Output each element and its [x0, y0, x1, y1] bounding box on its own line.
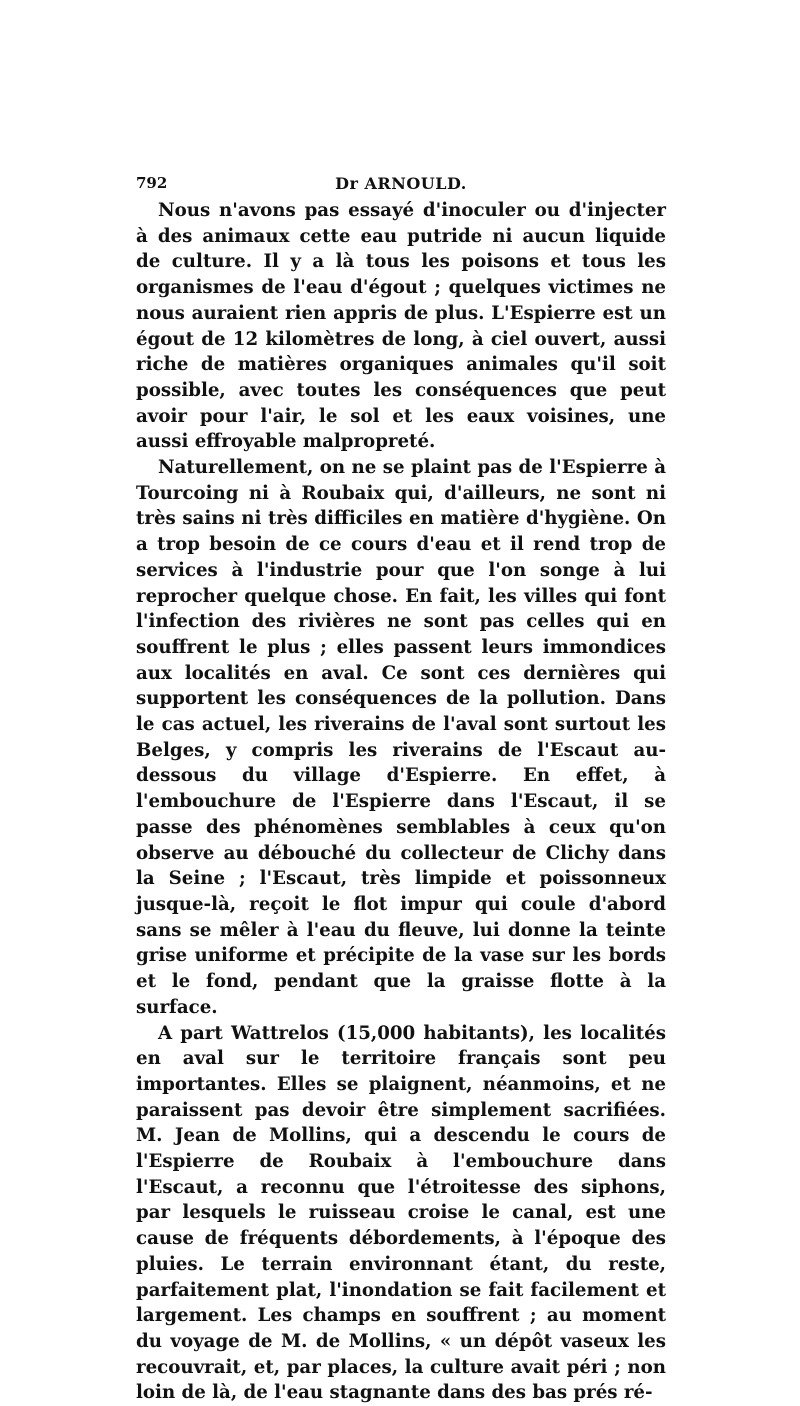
paragraph-wattrelos: A part Wattrelos (15,000 habitants), les localités en aval sur le territoire français sont peu importantes. Elles se plaignent, néanmoins, et ne paraissent pas devoir être simplement sacrifiées. M. Jean de Mollins, qui a descendu le cours de l'Espierre de Roubaix à l'embouchure dans l'Escaut, a reconnu que l'étroitesse des siphons, par lesquels le ruisseau croise le canal, est une cause de fréquents débordements, à l'époque des pluies. Le terrain environnant étant, du reste, parfaitement plat, l'inondation se fait facilement et largement. Les champs en souffrent ; au moment du voyage de M. de Mollins, « un dépôt vaseux les recouvrait, et, par places, la culture avait péri ; non loin de là, de l'eau stagnante dans des bas prés ré-: [136, 1021, 666, 1406]
body-text: [136, 198, 666, 1406]
paragraph-inoculation: Nous n'avons pas essayé d'inoculer ou d'injecter à des animaux cette eau putride ni aucun liquide de culture. Il y a là tous les poisons et tous les organismes de l'eau d'égout ; quelques victimes ne nous auraient rien appris de plus. L'Espierre est un égout de 12 kilomètres de long, à ciel ouvert, aussi riche de matières organiques animales qu'il soit possible, avec toutes les conséquences que peut avoir pour l'air, le sol et les eaux voisines, une aussi effroyable malpropreté.: [136, 198, 666, 455]
book-page: [136, 168, 666, 1406]
running-header: [136, 168, 666, 198]
header-author: Dr ARNOULD.: [136, 174, 666, 193]
page-number: 792: [136, 174, 167, 192]
paragraph-pollution: Naturellement, on ne se plaint pas de l'Espierre à Tourcoing ni à Roubaix qui, d'ailleurs, ne sont ni très sains ni très difficiles en matière d'hygiène. On a trop besoin de ce cours d'eau et il rend trop de services à l'industrie pour que l'on songe à lui reprocher quelque chose. En fait, les villes qui font l'infection des rivières ne sont pas celles qui en souffrent le plus ; elles passent leurs immondices aux localités en aval. Ce sont ces dernières qui supportent les conséquences de la pollution. Dans le cas actuel, les riverains de l'aval sont surtout les Belges, y compris les riverains de l'Escaut au-dessous du village d'Espierre. En effet, à l'embouchure de l'Espierre dans l'Escaut, il se passe des phénomènes semblables à ceux qu'on observe au débouché du collecteur de Clichy dans la Seine ; l'Escaut, très limpide et poissonneux jusque-là, reçoit le flot impur qui coule d'abord sans se mêler à l'eau du fleuve, lui donne la teinte grise uniforme et précipite de la vase sur les bords et le fond, pendant que la graisse flotte à la surface.: [136, 455, 666, 1020]
